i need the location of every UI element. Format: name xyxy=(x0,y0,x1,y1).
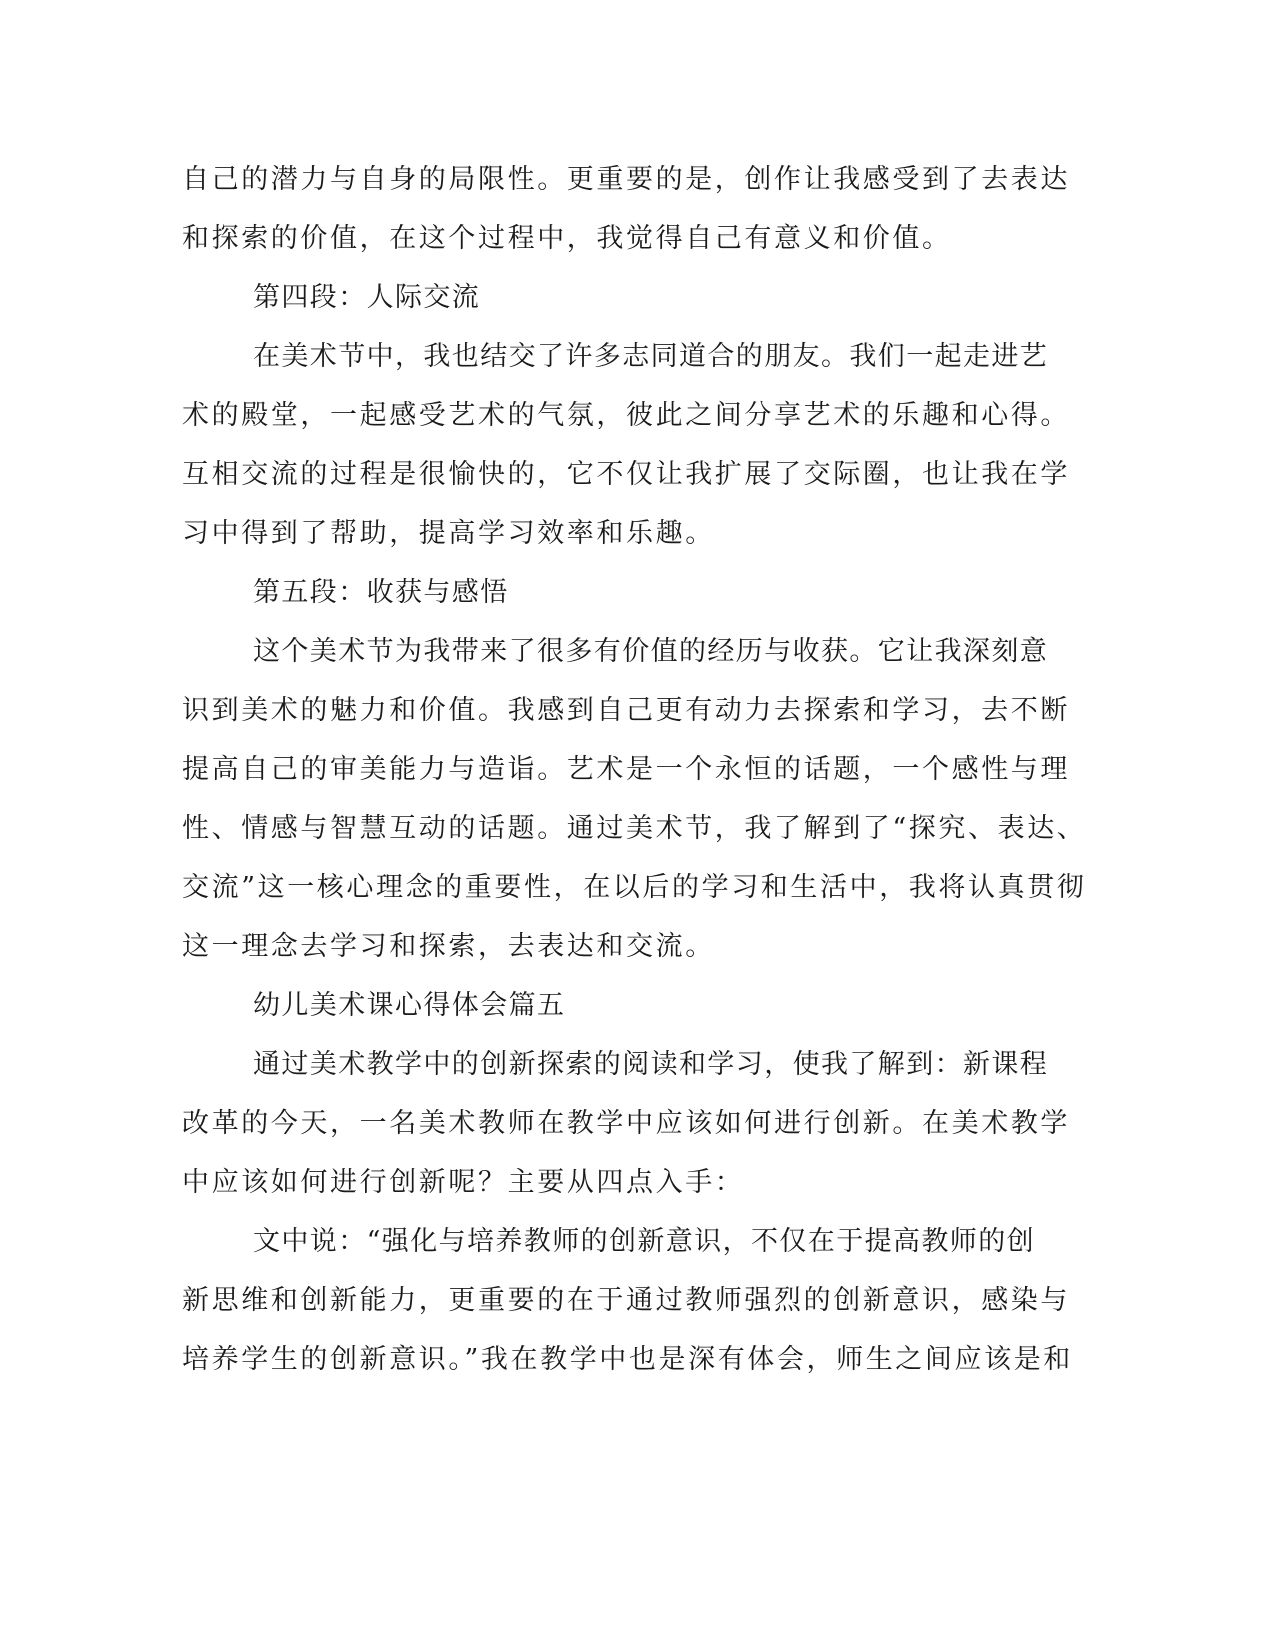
text-line: 这一理念去学习和探索，去表达和交流。 xyxy=(182,931,715,962)
text-line: 互相交流的过程是很愉快的，它不仅让我扩展了交际圈，也让我在学 xyxy=(182,459,1070,490)
text-line: 自己的潜力与自身的局限性。更重要的是，创作让我感受到了去表达 xyxy=(182,164,1070,195)
text-line: 新思维和创新能力，更重要的在于通过教师强烈的创新意识，感染与 xyxy=(182,1285,1070,1316)
text-line: 性、情感与智慧互动的话题。通过美术节，我了解到了“探究、表达、 xyxy=(182,813,1087,844)
text-line: 识到美术的魅力和价值。我感到自己更有动力去探索和学习，去不断 xyxy=(182,695,1070,726)
text-line: 培养学生的创新意识。”我在教学中也是深有体会，师生之间应该是和 xyxy=(182,1344,1073,1375)
text-line: 改革的今天，一名美术教师在教学中应该如何进行创新。在美术教学 xyxy=(182,1108,1070,1139)
text-line: 和探索的价值，在这个过程中，我觉得自己有意义和价值。 xyxy=(182,223,952,254)
paragraph-first-line: 这个美术节为我带来了很多有价值的经历与收获。它让我深刻意 xyxy=(253,636,1049,667)
paragraph-first-line: 通过美术教学中的创新探索的阅读和学习，使我了解到：新课程 xyxy=(253,1049,1049,1080)
paragraph-first-line: 文中说：“强化与培养教师的创新意识，不仅在于提高教师的创 xyxy=(253,1226,1036,1257)
paragraph-first-line: 在美术节中，我也结交了许多志同道合的朋友。我们一起走进艺 xyxy=(253,341,1049,372)
text-line: 提高自己的审美能力与造诣。艺术是一个永恒的话题，一个感性与理 xyxy=(182,754,1070,785)
text-line: 交流”这一核心理念的重要性，在以后的学习和生活中，我将认真贯彻 xyxy=(182,872,1087,903)
section-heading: 幼儿美术课心得体会篇五 xyxy=(253,990,566,1021)
text-line: 中应该如何进行创新呢？主要从四点入手： xyxy=(182,1167,745,1198)
text-line: 术的殿堂，一起感受艺术的气氛，彼此之间分享艺术的乐趣和心得。 xyxy=(182,400,1070,431)
section-heading: 第四段：人际交流 xyxy=(253,282,481,313)
section-heading: 第五段：收获与感悟 xyxy=(253,577,509,608)
text-line: 习中得到了帮助，提高学习效率和乐趣。 xyxy=(182,518,715,549)
